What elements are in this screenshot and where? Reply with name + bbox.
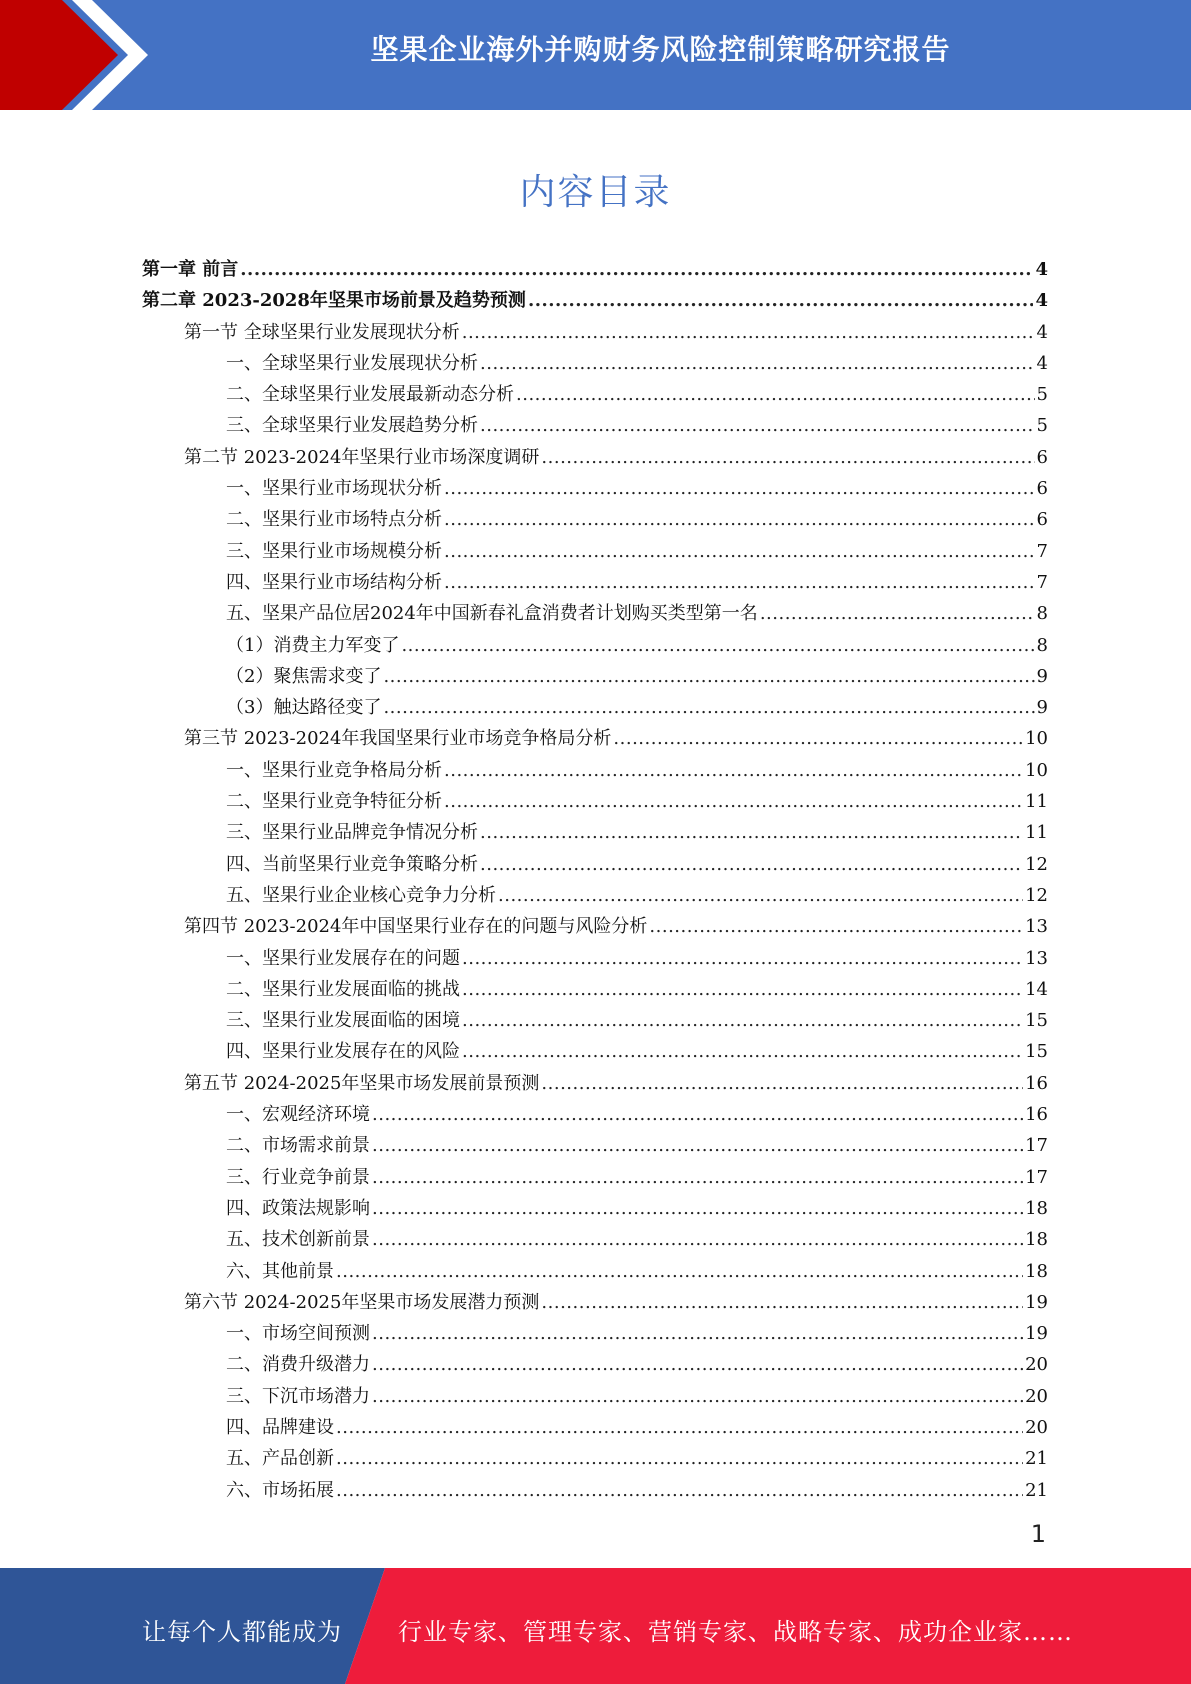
toc-entry-text: 一、宏观经济环境	[226, 1104, 370, 1126]
toc-entry-page: 21	[1025, 1479, 1048, 1501]
toc-entry-page: 11	[1025, 822, 1048, 844]
toc-entry-page: 18	[1025, 1229, 1048, 1251]
toc-entry[interactable]	[142, 943, 1048, 974]
toc-entry-text: 一、坚果行业竞争格局分析	[226, 759, 442, 781]
toc-leader-dots	[541, 1068, 1023, 1099]
toc-entry-text: 三、下沉市场潜力	[226, 1385, 370, 1407]
toc-entry[interactable]	[142, 442, 1048, 473]
toc-entry-page: 6	[1036, 509, 1048, 531]
toc-entry-text: 三、全球坚果行业发展趋势分析	[226, 415, 478, 437]
toc-entry-page: 10	[1025, 728, 1048, 750]
toc-leader-dots	[336, 1443, 1023, 1474]
footer-slogan-left: 让每个人都能成为	[142, 1618, 342, 1646]
toc-entry[interactable]	[142, 755, 1048, 786]
toc-entry-page: 13	[1025, 916, 1048, 938]
toc-entry-text: 第一节 全球坚果行业发展现状分析	[184, 321, 460, 343]
toc-leader-dots	[480, 410, 1035, 441]
toc-entry-page: 13	[1025, 947, 1048, 969]
toc-entry-text: 三、坚果行业品牌竞争情况分析	[226, 822, 478, 844]
toc-leader-dots	[240, 254, 1033, 285]
toc-leader-dots	[462, 943, 1023, 974]
toc-entry-page: 10	[1025, 759, 1048, 781]
toc-entry[interactable]	[142, 410, 1048, 441]
toc-entry-text: 第一章 前言	[142, 259, 239, 280]
toc-leader-dots	[372, 1224, 1023, 1255]
toc-entry-page: 8	[1036, 634, 1048, 656]
toc-entry-text: 六、其他前景	[226, 1260, 334, 1282]
header-banner	[0, 0, 1191, 110]
toc-leader-dots	[480, 348, 1035, 379]
toc-entry-page: 16	[1025, 1104, 1048, 1126]
toc-entry[interactable]	[142, 880, 1048, 911]
toc-entry-text: 一、全球坚果行业发展现状分析	[226, 352, 478, 374]
toc-entry-text: 二、全球坚果行业发展最新动态分析	[226, 384, 514, 406]
toc-entry-page: 5	[1036, 384, 1048, 406]
toc-entry-page: 4	[1036, 321, 1048, 343]
toc-entry-text: 一、坚果行业市场现状分析	[226, 478, 442, 500]
toc-leader-dots	[462, 317, 1035, 348]
toc-entry-text: （2）聚焦需求变了	[226, 665, 382, 687]
toc-leader-dots	[528, 285, 1034, 316]
toc-entry[interactable]	[142, 1099, 1048, 1130]
toc-entry-text: 第二章 2023-2028年坚果市场前景及趋势预测	[142, 290, 526, 312]
toc-leader-dots	[760, 598, 1035, 629]
toc-entry-page: 6	[1036, 478, 1048, 500]
toc-entry-text: 第三节 2023-2024年我国坚果行业市场竞争格局分析	[184, 728, 612, 750]
toc-entry-page: 12	[1025, 884, 1048, 906]
toc-leader-dots	[480, 849, 1023, 880]
toc-entry[interactable]	[142, 1130, 1048, 1161]
toc-leader-dots	[372, 1130, 1023, 1161]
toc-entry-text: 二、市场需求前景	[226, 1135, 370, 1157]
page-number: 1	[1030, 1520, 1046, 1548]
toc-leader-dots	[372, 1349, 1023, 1380]
toc-leader-dots	[444, 473, 1035, 504]
toc-leader-dots	[444, 786, 1023, 817]
toc-entry[interactable]	[142, 473, 1048, 504]
toc-entry-page: 8	[1036, 603, 1048, 625]
table-of-contents	[142, 254, 1048, 1506]
toc-entry-text: 四、品牌建设	[226, 1416, 334, 1438]
toc-entry[interactable]	[142, 786, 1048, 817]
toc-entry-page: 4	[1035, 290, 1048, 312]
toc-entry[interactable]	[142, 348, 1048, 379]
toc-entry-text: （3）触达路径变了	[226, 697, 382, 719]
toc-leader-dots	[372, 1099, 1023, 1130]
toc-leader-dots	[541, 442, 1034, 473]
toc-entry-text: 五、坚果行业企业核心竞争力分析	[226, 884, 496, 906]
toc-entry-text: 第六节 2024-2025年坚果市场发展潜力预测	[184, 1291, 540, 1313]
toc-leader-dots	[336, 1412, 1023, 1443]
toc-entry-page: 15	[1025, 1041, 1048, 1063]
toc-entry-page: 20	[1025, 1385, 1048, 1407]
toc-entry-page: 21	[1025, 1448, 1048, 1470]
toc-leader-dots	[541, 1287, 1023, 1318]
toc-entry-text: 一、市场空间预测	[226, 1323, 370, 1345]
toc-entry[interactable]	[142, 379, 1048, 410]
toc-entry-page: 6	[1036, 446, 1048, 468]
toc-entry[interactable]	[142, 1381, 1048, 1412]
footer-banner	[0, 1568, 1191, 1684]
report-title: 坚果企业海外并购财务风险控制策略研究报告	[370, 33, 951, 66]
toc-entry-page: 17	[1025, 1135, 1048, 1157]
toc-leader-dots	[613, 723, 1023, 754]
toc-entry-text: 五、产品创新	[226, 1448, 334, 1470]
toc-entry-page: 4	[1036, 352, 1048, 374]
toc-entry-page: 20	[1025, 1416, 1048, 1438]
toc-entry[interactable]	[142, 1005, 1048, 1036]
toc-leader-dots	[372, 1193, 1023, 1224]
toc-entry[interactable]	[142, 630, 1048, 661]
toc-leader-dots	[372, 1381, 1023, 1412]
toc-entry[interactable]	[142, 974, 1048, 1005]
toc-entry-text: 四、坚果行业市场结构分析	[226, 571, 442, 593]
toc-entry[interactable]	[142, 1193, 1048, 1224]
toc-entry[interactable]	[142, 817, 1048, 848]
toc-entry[interactable]	[142, 598, 1048, 629]
toc-entry[interactable]	[142, 1318, 1048, 1349]
toc-leader-dots	[336, 1475, 1023, 1506]
toc-entry-page: 9	[1036, 665, 1048, 687]
toc-heading: 内容目录	[519, 172, 672, 213]
toc-entry-text: 四、当前坚果行业竞争策略分析	[226, 853, 478, 875]
toc-leader-dots	[444, 504, 1035, 535]
toc-entry[interactable]	[142, 504, 1048, 535]
toc-entry-page: 18	[1025, 1260, 1048, 1282]
toc-entry-text: 第四节 2023-2024年中国坚果行业存在的问题与风险分析	[184, 916, 648, 938]
toc-entry-text: 六、市场拓展	[226, 1479, 334, 1501]
toc-leader-dots	[498, 880, 1023, 911]
toc-leader-dots	[372, 1162, 1023, 1193]
toc-entry[interactable]	[142, 1349, 1048, 1380]
toc-entry-text: 一、坚果行业发展存在的问题	[226, 947, 460, 969]
toc-entry-text: 五、技术创新前景	[226, 1229, 370, 1251]
toc-entry-page: 19	[1025, 1291, 1048, 1313]
toc-entry[interactable]	[142, 1443, 1048, 1474]
footer-slogan-right: 行业专家、管理专家、营销专家、战略专家、成功企业家……	[398, 1618, 1073, 1646]
toc-entry[interactable]	[142, 849, 1048, 880]
toc-leader-dots	[401, 630, 1034, 661]
toc-entry-page: 12	[1025, 853, 1048, 875]
toc-leader-dots	[462, 1005, 1023, 1036]
toc-entry-text: （1）消费主力军变了	[226, 634, 400, 656]
toc-leader-dots	[516, 379, 1035, 410]
toc-entry-text: 第二节 2023-2024年坚果行业市场深度调研	[184, 446, 540, 468]
toc-leader-dots	[462, 974, 1023, 1005]
toc-entry-page: 16	[1025, 1072, 1048, 1094]
toc-leader-dots	[649, 911, 1023, 942]
toc-entry-text: 二、坚果行业市场特点分析	[226, 509, 442, 531]
toc-entry-page: 11	[1025, 791, 1048, 813]
toc-entry[interactable]	[142, 1036, 1048, 1067]
toc-entry[interactable]	[142, 1475, 1048, 1506]
toc-entry[interactable]	[142, 1412, 1048, 1443]
toc-entry[interactable]	[142, 1162, 1048, 1193]
toc-leader-dots	[372, 1318, 1023, 1349]
toc-leader-dots	[444, 755, 1023, 786]
toc-entry-text: 二、消费升级潜力	[226, 1354, 370, 1376]
toc-entry[interactable]	[142, 1256, 1048, 1287]
toc-entry-text: 二、坚果行业发展面临的挑战	[226, 978, 460, 1000]
toc-entry[interactable]	[142, 254, 1048, 285]
toc-entry[interactable]	[142, 911, 1048, 942]
toc-entry-page: 14	[1025, 978, 1048, 1000]
toc-entry[interactable]	[142, 723, 1048, 754]
toc-entry-text: 四、坚果行业发展存在的风险	[226, 1041, 460, 1063]
toc-entry[interactable]	[142, 317, 1048, 348]
toc-leader-dots	[336, 1256, 1023, 1287]
toc-entry-page: 19	[1025, 1323, 1048, 1345]
toc-entry-text: 三、坚果行业市场规模分析	[226, 540, 442, 562]
toc-entry[interactable]	[142, 661, 1048, 692]
toc-entry-text: 二、坚果行业竞争特征分析	[226, 791, 442, 813]
toc-leader-dots	[444, 536, 1035, 567]
toc-leader-dots	[480, 817, 1023, 848]
toc-entry-page: 17	[1025, 1166, 1048, 1188]
toc-entry[interactable]	[142, 1287, 1048, 1318]
toc-entry-text: 三、行业竞争前景	[226, 1166, 370, 1188]
toc-entry-page: 7	[1036, 540, 1048, 562]
toc-entry[interactable]	[142, 567, 1048, 598]
toc-entry-page: 7	[1036, 571, 1048, 593]
toc-entry-page: 18	[1025, 1197, 1048, 1219]
toc-entry-page: 15	[1025, 1010, 1048, 1032]
toc-entry-page: 20	[1025, 1354, 1048, 1376]
toc-leader-dots	[462, 1036, 1023, 1067]
toc-entry[interactable]	[142, 1068, 1048, 1099]
toc-entry-page: 4	[1035, 259, 1048, 280]
toc-entry[interactable]	[142, 692, 1048, 723]
toc-entry-page: 5	[1036, 415, 1048, 437]
toc-leader-dots	[383, 692, 1034, 723]
toc-entry-text: 第五节 2024-2025年坚果市场发展前景预测	[184, 1072, 540, 1094]
toc-entry-page: 9	[1036, 697, 1048, 719]
toc-entry-text: 四、政策法规影响	[226, 1197, 370, 1219]
toc-entry-text: 五、坚果产品位居2024年中国新春礼盒消费者计划购买类型第一名	[226, 603, 758, 625]
toc-entry[interactable]	[142, 536, 1048, 567]
toc-leader-dots	[383, 661, 1034, 692]
toc-entry-text: 三、坚果行业发展面临的困境	[226, 1010, 460, 1032]
toc-leader-dots	[444, 567, 1035, 598]
toc-entry[interactable]	[142, 285, 1048, 316]
toc-entry[interactable]	[142, 1224, 1048, 1255]
